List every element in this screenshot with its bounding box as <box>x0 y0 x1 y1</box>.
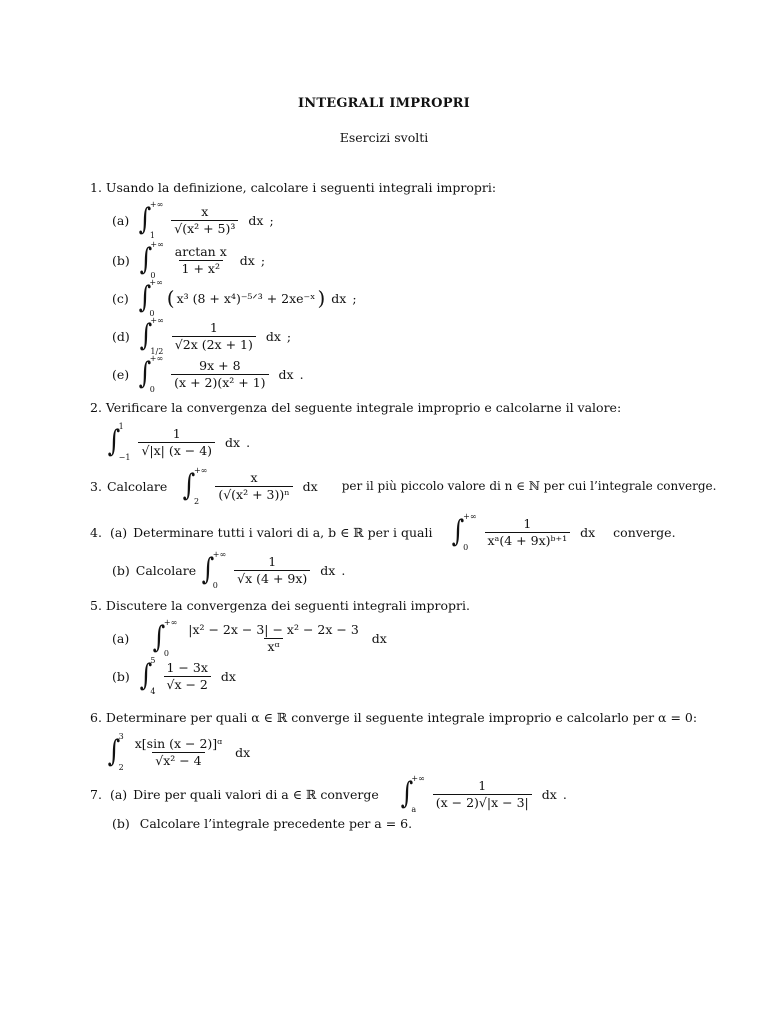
left-paren: ( <box>166 286 175 310</box>
denominator: √2x (2x + 1) <box>172 336 256 353</box>
integral-sign: ∫ +∞ 0 <box>138 354 164 394</box>
integrand-fraction <box>138 426 215 459</box>
exercise-text: Usando la definizione, calcolare i seguenti integrali impropri: <box>105 180 497 195</box>
item-label: (c) <box>112 290 129 306</box>
lower-limit: a <box>411 805 417 814</box>
integrand-fraction <box>485 516 571 549</box>
denominator: xᵅ <box>264 638 282 655</box>
integrand-fraction <box>171 358 268 391</box>
exercise-number: 7. <box>90 786 102 802</box>
lower-limit: 0 <box>149 309 155 318</box>
numerator: x[sin (x − 2)]ᵅ <box>134 735 223 751</box>
exercise-3 <box>90 466 716 506</box>
upper-limit: +∞ <box>212 550 227 559</box>
upper-limit: +∞ <box>149 200 164 209</box>
item-label: (b) <box>112 668 130 684</box>
integrand-fraction <box>215 470 292 503</box>
exercise-4a <box>90 512 676 552</box>
denominator: xᵃ(4 + 9x)ᵇ⁺¹ <box>485 532 571 549</box>
integral-1a <box>112 200 274 240</box>
item-label: (b) <box>112 816 130 831</box>
item-label: (d) <box>112 328 130 344</box>
integral-sign: ∫ +∞ 0 <box>452 512 477 552</box>
punctuation: ; <box>260 252 266 268</box>
item-label: (a) <box>109 524 128 540</box>
differential: dx <box>278 366 294 382</box>
integral-5a <box>112 618 387 658</box>
integral-sign: ∫ 5 4 <box>139 656 156 696</box>
exercise-2-heading <box>90 400 621 415</box>
exercise-text: Determinare per quali α ∈ ℝ converge il seguente integrale improprio e calcolarlo per α = 0: <box>105 710 698 725</box>
integrand-expression: x³ (8 + x⁴)⁻⁵ᐟ³ + 2xe⁻ˣ <box>176 290 316 306</box>
lower-limit: 2 <box>193 497 200 506</box>
upper-limit: +∞ <box>149 278 163 287</box>
differential: dx <box>220 668 236 684</box>
integral-sign: ∫ +∞ 0 <box>138 278 163 318</box>
numerator: 1 <box>172 425 181 441</box>
exercise-number: 1. <box>90 180 102 195</box>
upper-limit: +∞ <box>193 466 208 475</box>
differential: dx <box>320 562 336 578</box>
denominator: √x² − 4 <box>152 752 204 769</box>
upper-limit: +∞ <box>411 774 425 783</box>
exercise-1-heading <box>90 180 496 195</box>
integrand-fraction <box>164 660 211 693</box>
exercise-tail-text: per il più piccolo valore di n ∈ ℕ per cui l’integrale converge. <box>341 479 717 493</box>
lower-limit: 4 <box>150 687 156 696</box>
exercise-number: 6. <box>90 710 102 725</box>
exercise-6-heading <box>90 710 697 725</box>
upper-limit: +∞ <box>149 354 164 363</box>
lower-limit: 0 <box>149 385 155 394</box>
integral-sign: ∫ +∞ a <box>400 774 425 814</box>
integral-sign: ∫ +∞ 0 <box>201 550 227 590</box>
differential: dx <box>541 786 557 802</box>
exercise-text: Calcolare <box>106 478 168 494</box>
differential: dx <box>248 212 264 228</box>
differential: dx <box>302 478 318 494</box>
numerator: arctan x <box>174 243 227 259</box>
numerator: 1 <box>209 319 218 335</box>
punctuation: . <box>246 434 251 450</box>
lower-limit: 1/2 <box>150 347 164 356</box>
integral-1b <box>112 240 265 280</box>
document-subtitle: Esercizi svolti <box>339 130 429 145</box>
upper-limit: 1 <box>118 422 124 431</box>
denominator: (√(x² + 3))ⁿ <box>215 486 292 503</box>
item-label: (a) <box>109 786 128 802</box>
numerator: 9x + 8 <box>199 357 241 373</box>
exercise-tail-text: converge. <box>613 524 676 540</box>
denominator: 1 + x² <box>179 260 223 277</box>
document-title: INTEGRALI IMPROPRI <box>298 96 470 111</box>
integral-sign: ∫ +∞ 0 <box>152 618 178 658</box>
integral-sign: ∫ +∞ 1/2 <box>139 316 164 356</box>
differential: dx <box>371 630 387 646</box>
exercise-number: 2. <box>90 400 102 415</box>
exercise-text: Calcolare <box>135 562 197 578</box>
punctuation: ; <box>269 212 274 228</box>
lower-limit: 2 <box>118 763 124 772</box>
exercise-text: Discutere la convergenza dei seguenti integrali impropri. <box>105 598 470 613</box>
exercise-5-heading <box>90 598 470 613</box>
upper-limit: +∞ <box>163 618 178 627</box>
integrand-fraction <box>433 778 532 811</box>
item-label: (b) <box>112 252 130 268</box>
item-label: (a) <box>112 212 130 228</box>
exercise-text: Calcolare l’integrale precedente per a = 6. <box>139 816 413 831</box>
integral-sign: ∫ 1 −1 <box>107 422 131 462</box>
integral-sign: ∫ +∞ 2 <box>182 466 208 506</box>
numerator: |x² − 2x − 3| − x² − 2x − 3 <box>188 621 359 637</box>
integral-sign: ∫ 3 2 <box>107 732 124 772</box>
integral-1e <box>112 354 304 394</box>
integral-2 <box>106 422 250 462</box>
integral-1c <box>112 278 357 318</box>
upper-limit: 3 <box>118 732 124 741</box>
punctuation: ; <box>352 290 357 306</box>
differential: dx <box>265 328 281 344</box>
item-label: (b) <box>112 562 130 578</box>
numerator: 1 <box>523 515 532 531</box>
upper-limit: +∞ <box>463 512 477 521</box>
integrand-fraction <box>171 204 238 237</box>
integrand-fraction <box>234 554 310 587</box>
exercise-4b <box>112 550 345 590</box>
integrand-fraction <box>132 736 225 769</box>
differential: dx <box>580 524 596 540</box>
differential: dx <box>331 290 347 306</box>
differential: dx <box>235 744 251 760</box>
punctuation: . <box>299 366 304 382</box>
integral-6 <box>106 732 250 772</box>
numerator: x <box>201 203 209 219</box>
lower-limit: 0 <box>212 581 218 590</box>
exercise-7a <box>90 774 567 814</box>
punctuation: . <box>562 786 567 802</box>
integrand-fraction <box>185 622 362 655</box>
punctuation: ; <box>286 328 292 344</box>
exercise-number: 4. <box>90 524 102 540</box>
punctuation: . <box>341 562 346 578</box>
exercise-number: 5. <box>90 598 102 613</box>
exercise-7b <box>112 816 412 831</box>
numerator: x <box>250 469 258 485</box>
differential: dx <box>239 252 255 268</box>
denominator: √x − 2 <box>164 676 211 693</box>
differential: dx <box>225 434 241 450</box>
lower-limit: 1 <box>149 231 155 240</box>
integral-1d <box>112 316 291 356</box>
item-label: (a) <box>112 630 130 646</box>
exercise-text: Verificare la convergenza del seguente integrale improprio e calcolarne il valore: <box>105 400 622 415</box>
upper-limit: +∞ <box>150 316 164 325</box>
lower-limit: 0 <box>163 649 169 658</box>
lower-limit: −1 <box>118 453 131 462</box>
upper-limit: +∞ <box>150 240 164 249</box>
denominator: (x − 2)√|x − 3| <box>433 794 532 811</box>
denominator: √(x² + 5)³ <box>171 220 238 237</box>
lower-limit: 0 <box>150 271 156 280</box>
denominator: √x (4 + 9x) <box>234 570 310 587</box>
exercise-text: Dire per quali valori di a ∈ ℝ converge <box>133 786 379 802</box>
numerator: 1 <box>478 777 487 793</box>
denominator: (x + 2)(x² + 1) <box>171 374 268 391</box>
numerator: 1 <box>268 553 277 569</box>
integral-5b <box>112 656 236 696</box>
exercise-number: 3. <box>90 478 102 494</box>
integral-sign: ∫ +∞ 1 <box>138 200 164 240</box>
integrand-fraction <box>172 320 256 353</box>
integrand-fraction <box>172 244 230 277</box>
denominator: √|x| (x − 4) <box>138 442 215 459</box>
numerator: 1 − 3x <box>166 659 208 675</box>
item-label: (e) <box>112 366 130 382</box>
upper-limit: 5 <box>150 656 156 665</box>
right-paren: ) <box>317 286 326 310</box>
lower-limit: 0 <box>463 543 469 552</box>
exercise-text: Determinare tutti i valori di a, b ∈ ℝ per i quali <box>133 524 433 540</box>
integral-sign: ∫ +∞ 0 <box>139 240 164 280</box>
